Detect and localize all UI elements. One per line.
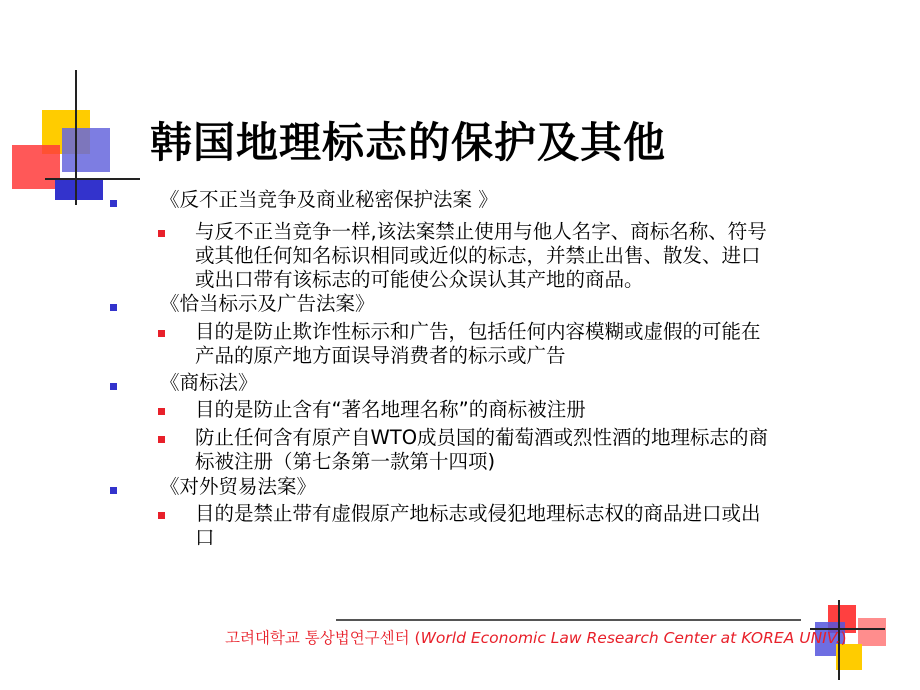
footer-english: World Economic Law Research Center at KOREA UNIV. xyxy=(420,629,841,647)
point-bullet xyxy=(158,436,165,443)
point-text-line: 与反不正当竞争一样,该法案禁止使用与他人名字、商标名称、符号 xyxy=(195,220,767,243)
point-text-line: 口 xyxy=(195,526,215,549)
section-heading: 《反不正当竞争及商业秘密保护法案 》 xyxy=(160,188,498,211)
section-bullet xyxy=(110,200,117,207)
point-bullet xyxy=(158,408,165,415)
point-text-line: 或出口带有该标志的可能使公众误认其产地的商品。 xyxy=(195,268,644,291)
point-text-line: 目的是禁止带有虚假原产地标志或侵犯地理标志权的商品进口或出 xyxy=(195,502,761,525)
point-text-line: 目的是防止欺诈性标示和广告，包括任何内容模糊或虚假的可能在 xyxy=(195,320,761,343)
point-text-line: 防止任何含有原产自WTO成员国的葡萄酒或烈性酒的地理标志的商 xyxy=(195,426,769,449)
section-bullet xyxy=(110,304,117,311)
section-heading: 《对外贸易法案》 xyxy=(160,475,317,498)
point-text-line: 产品的原产地方面误导消费者的标示或广告 xyxy=(195,344,566,367)
point-bullet xyxy=(158,330,165,337)
footer-korean: 고려대학교 통상법연구센터 ( xyxy=(225,629,421,647)
section-heading: 《商标法》 xyxy=(160,371,258,394)
point-text-line: 目的是防止含有“著名地理名称”的商标被注册 xyxy=(195,398,586,421)
point-bullet xyxy=(158,230,165,237)
section-heading: 《恰当标示及广告法案》 xyxy=(160,292,375,315)
footer-close: ) xyxy=(840,629,847,647)
slide-title: 韩国地理标志的保护及其他 xyxy=(150,118,667,167)
section-bullet xyxy=(110,487,117,494)
footer-credit xyxy=(225,626,847,648)
point-text-line: 或其他任何知名标识相同或近似的标志，并禁止出售、散发、进口 xyxy=(195,244,761,267)
point-bullet xyxy=(158,512,165,519)
section-bullet xyxy=(110,383,117,390)
point-text-line: 标被注册（第七条第一款第十四项) xyxy=(195,450,496,473)
footer-rule xyxy=(336,619,801,621)
